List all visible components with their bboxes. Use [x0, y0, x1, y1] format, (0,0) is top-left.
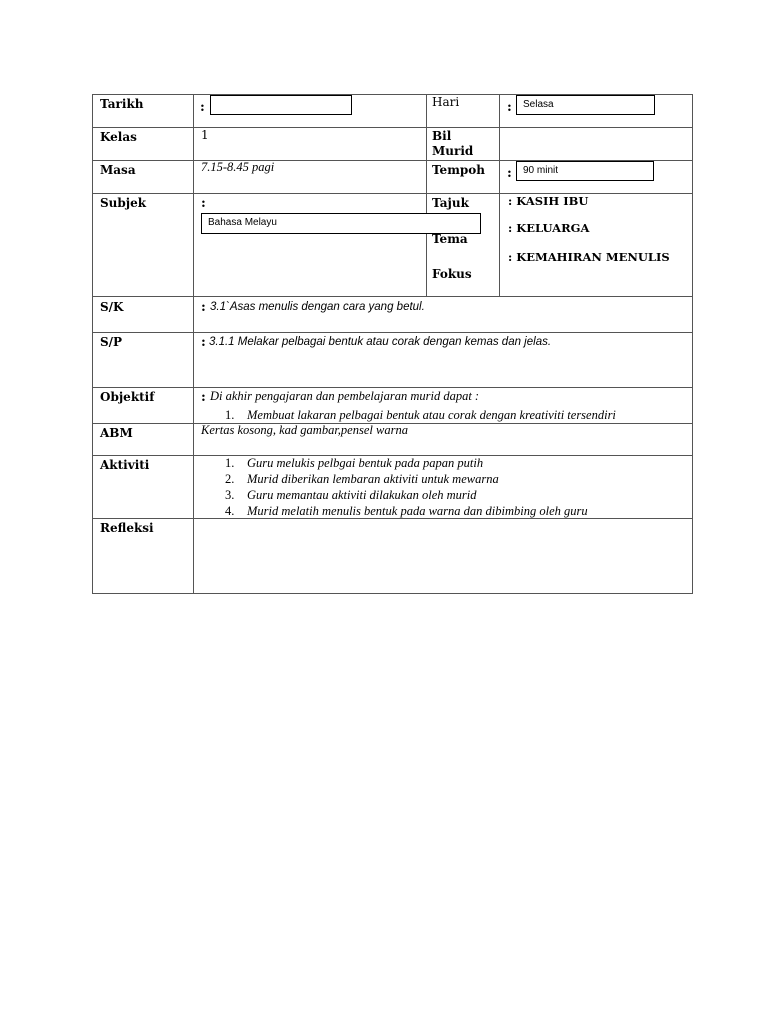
objektif-colon: : [201, 390, 206, 405]
list-item [225, 455, 588, 471]
tajuk-label: Tajuk [432, 196, 469, 210]
aktiviti-list [225, 455, 588, 519]
row-divider [92, 127, 693, 128]
list-number: 1. [225, 408, 235, 422]
tarikh-colon: : [200, 100, 205, 115]
aktiviti-item-text: Guru melukis pelbgai bentuk pada papan putih [247, 456, 484, 470]
column-divider [193, 94, 194, 594]
tempoh-label: Tempoh [432, 163, 486, 177]
tarikh-field[interactable] [210, 95, 352, 115]
list-number: 1. [225, 456, 235, 470]
row-divider [92, 332, 693, 333]
refleksi-value[interactable] [201, 522, 686, 588]
sk-colon: : [201, 300, 206, 315]
list-item [225, 503, 588, 519]
objektif-label: Objektif [100, 390, 155, 404]
fokus-label: Fokus [432, 267, 472, 281]
masa-value: 7.15-8.45 pagi [201, 160, 275, 174]
masa-label: Masa [100, 163, 136, 177]
tempoh-field[interactable]: 90 minit [516, 161, 654, 181]
column-divider [499, 94, 500, 296]
kelas-label: Kelas [100, 130, 137, 144]
bil-murid-label-line2: Murid [432, 144, 474, 158]
hari-field[interactable]: Selasa [516, 95, 655, 115]
abm-label: ABM [100, 426, 133, 440]
list-item [225, 487, 588, 503]
objektif-item-text: Membuat lakaran pelbagai bentuk atau corak dengan kreativiti tersendiri [247, 408, 616, 422]
tempoh-colon: : [507, 166, 512, 181]
row-divider [92, 387, 693, 388]
kelas-value: 1 [201, 128, 209, 142]
aktiviti-item-text: Murid diberikan lembaran aktiviti untuk mewarna [247, 472, 499, 486]
tema-label: Tema [432, 232, 468, 246]
tajuk-value: : KASIH IBU [508, 194, 589, 208]
tema-value: : KELUARGA [508, 221, 590, 235]
objektif-list [225, 407, 616, 423]
fokus-value: : KEMAHIRAN MENULIS [508, 250, 670, 264]
aktiviti-item-text: Guru memantau aktiviti dilakukan oleh murid [247, 488, 477, 502]
hari-label: Hari [432, 95, 460, 109]
list-item [225, 407, 616, 423]
list-number: 4. [225, 504, 235, 518]
list-number: 3. [225, 488, 235, 502]
sp-label: S/P [100, 335, 123, 349]
sp-colon: : [201, 335, 206, 350]
row-divider [92, 296, 693, 297]
column-divider [426, 94, 427, 296]
subjek-colon: : [201, 196, 206, 211]
list-item [225, 471, 588, 487]
objektif-intro: Di akhir pengajaran dan pembelajaran murid dapat : [210, 389, 480, 403]
subjek-label: Subjek [100, 196, 147, 210]
aktiviti-item-text: Murid melatih menulis bentuk pada warna dan dibimbing oleh guru [247, 504, 588, 518]
abm-value: Kertas kosong, kad gambar,pensel warna [201, 423, 408, 437]
refleksi-label: Refleksi [100, 521, 154, 535]
tarikh-label: Tarikh [100, 97, 144, 111]
aktiviti-label: Aktiviti [100, 458, 150, 472]
subjek-field[interactable]: Bahasa Melayu [201, 213, 481, 234]
hari-colon: : [507, 100, 512, 115]
list-number: 2. [225, 472, 235, 486]
sk-label: S/K [100, 300, 124, 314]
sp-value: 3.1.1 Melakar pelbagai bentuk atau corak dengan kemas dan jelas. [209, 336, 552, 348]
bil-murid-label-line1: Bil [432, 129, 452, 143]
row-divider [92, 193, 693, 194]
sk-value: 3.1`Asas menulis dengan cara yang betul. [210, 301, 425, 313]
